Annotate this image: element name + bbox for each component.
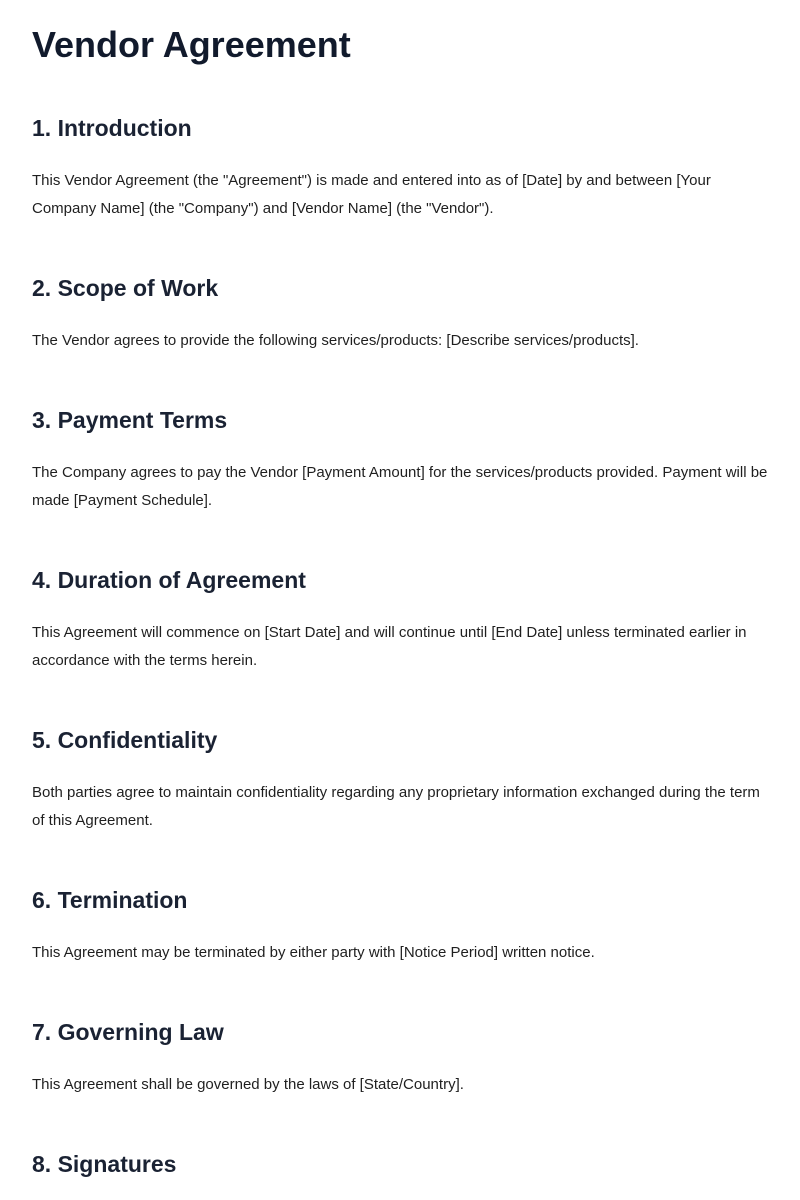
section-signatures — [32, 1149, 772, 1179]
section-heading: 5. Confidentiality — [32, 727, 218, 753]
section-body: Both parties agree to maintain confidentiality regarding any proprietary information exchanged during the term of this Agreement. — [32, 784, 760, 829]
section-body: This Agreement shall be governed by the laws of [State/Country]. — [32, 1076, 464, 1093]
section-heading: 3. Payment Terms — [32, 407, 228, 433]
section-heading: 1. Introduction — [32, 115, 192, 141]
section-heading: 4. Duration of Agreement — [32, 567, 306, 593]
document-title: Vendor Agreement — [32, 24, 351, 65]
section-heading: 2. Scope of Work — [32, 275, 219, 301]
section-heading: 7. Governing Law — [32, 1019, 224, 1045]
section-body: The Company agrees to pay the Vendor [Payment Amount] for the services/products provided. Payment will be made [Payment Schedule]. — [32, 464, 768, 509]
section-body: This Agreement may be terminated by either party with [Notice Period] written notice. — [32, 944, 595, 961]
section-scope-of-work — [32, 273, 772, 355]
section-governing-law — [32, 1017, 772, 1099]
section-heading: 8. Signatures — [32, 1151, 177, 1177]
section-body: This Vendor Agreement (the "Agreement") is made and entered into as of [Date] by and between [Your Company Name] (the "Company") and [Vendor Name] (the "Vendor"). — [32, 172, 711, 217]
section-body: The Vendor agrees to provide the following services/products: [Describe services/products]. — [32, 332, 639, 349]
section-payment-terms — [32, 405, 772, 515]
section-introduction — [32, 113, 772, 223]
section-body: This Agreement will commence on [Start Date] and will continue until [End Date] unless terminated earlier in accordance with the terms herein. — [32, 624, 747, 669]
section-termination — [32, 885, 772, 967]
section-duration — [32, 565, 772, 675]
section-confidentiality — [32, 725, 772, 835]
section-heading: 6. Termination — [32, 887, 188, 913]
